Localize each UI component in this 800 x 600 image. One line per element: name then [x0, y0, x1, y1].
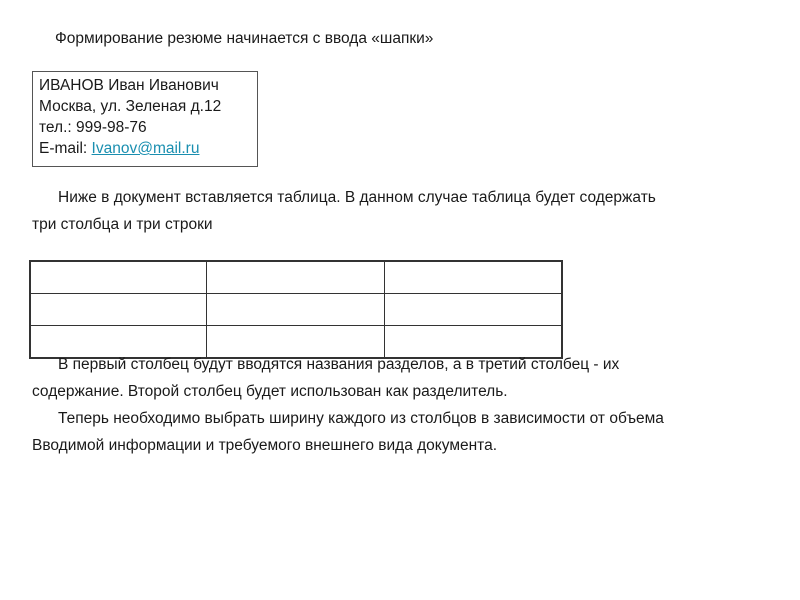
resume-email-link[interactable]: Ivanov@mail.ru: [91, 140, 200, 157]
resume-table: [29, 260, 563, 359]
resume-email-label: E-mail:: [39, 140, 92, 157]
resume-address: Москва, ул. Зеленая д.12: [39, 98, 222, 115]
page-heading: Формирование резюме начинается с ввода «шапки»: [55, 30, 434, 47]
table-cell[interactable]: [384, 294, 562, 326]
paragraph-table-intro: [32, 184, 772, 238]
resume-email-line: [39, 138, 257, 159]
table-cell[interactable]: [30, 294, 207, 326]
table-cell[interactable]: [207, 294, 384, 326]
paragraph-columns: [32, 351, 772, 405]
paragraph-width: [32, 405, 772, 459]
resume-name: ИВАНОВ Иван Иванович: [39, 77, 219, 94]
table-row: [30, 294, 562, 326]
paragraph-line: три столбца и три строки: [32, 216, 213, 233]
paragraph-line: содержание. Второй столбец будет использован как разделитель.: [32, 383, 508, 400]
paragraph-line: Вводимой информации и требуемого внешнего вида документа.: [32, 437, 498, 454]
table-cell[interactable]: [384, 261, 562, 294]
paragraph-line: Ниже в документ вставляется таблица. В данном случае таблица будет содержать: [58, 189, 656, 206]
paragraph-line: В первый столбец будут вводятся названия разделов, а в третий столбец - их: [58, 356, 620, 373]
table-cell[interactable]: [207, 261, 384, 294]
resume-phone: тел.: 999-98-76: [39, 119, 147, 136]
resume-header-box: [32, 71, 258, 167]
table-row: [30, 261, 562, 294]
paragraph-line: Теперь необходимо выбрать ширину каждого из столбцов в зависимости от объема: [58, 410, 664, 427]
table-cell[interactable]: [30, 261, 207, 294]
